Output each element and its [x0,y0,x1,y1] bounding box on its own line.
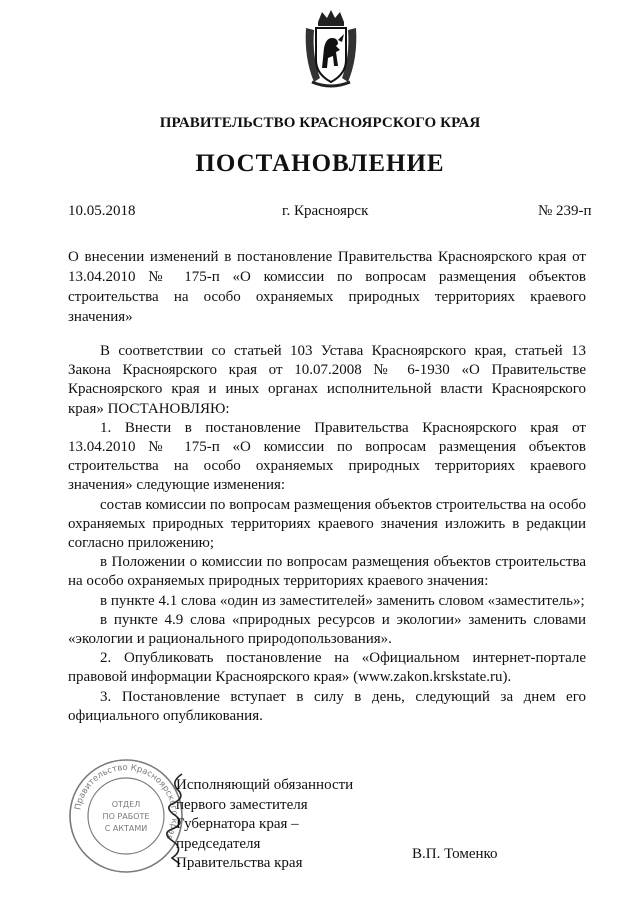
signature-title-line: председателя [176,835,261,852]
document-subject: О внесении изменений в постановление Правительства Красноярского края от 13.04.2010 № 175-п «О комиссии по вопросам размещения объектов строительства на особо охраняемых природных территориях краевого значения» [68,249,586,325]
signature-title-line: Исполняющий обязанности [176,777,354,793]
body-paragraph: 1. Внести в постановление Правительства Красноярского края от 13.04.2010 № 175-п «О комиссии по вопросам размещения объектов строительства на особо охраняемых природных территориях краевого значения» следующие изменения: [68,419,586,494]
stamp-ring-text: Правительство Красноярского края [73,762,180,842]
body-paragraph: состав комиссии по вопросам размещения объектов строительства на особо охраняемых природных территориях краевого значения изложить в редакции согласно приложению; [68,496,586,552]
stamp-center-line: С АКТАМИ [104,824,148,833]
stamp-center-line: ОТДЕЛ [111,800,141,809]
signature-title-line: первого заместителя [176,796,308,813]
signature-title-line: Правительства края [176,855,303,871]
body-paragraph: 3. Постановление вступает в силу в день, следующий за днем его официального опубликования. [68,688,586,724]
signature-title-line: Губернатора края – [176,816,299,832]
body-paragraph: в Положении о комиссии по вопросам размещения объектов строительства на особо охраняемых природных территориях краевого значения: [68,554,586,590]
stamp-center-line: ПО РАБОТЕ [102,812,150,821]
organization-title: ПРАВИТЕЛЬСТВО КРАСНОЯРСКОГО КРАЯ [159,115,481,131]
document-body [68,342,586,726]
document-city: г. Красноярск [282,203,369,219]
document-number: № 239-п [538,203,592,219]
krasnoyarsk-coat-of-arms-icon [300,8,362,88]
body-paragraph: в пункте 4.9 слова «природных ресурсов и экологии» заменить словами «экологии и рационального природопользования». [68,611,586,648]
signatory-name: В.П. Томенко [412,846,498,862]
document-type-title: ПОСТАНОВЛЕНИЕ [195,150,445,177]
body-paragraph: В соответствии со статьей 103 Устава Красноярского края, статьей 13 Закона Красноярского края от 10.07.2008 № 6-1930 «О Правительстве Красноярского края и иных органах исполнительной власти Красноярского края» ПОСТАНОВЛЯЮ: [68,343,586,417]
document-date: 10.05.2018 [68,203,136,219]
body-paragraph: в пункте 4.1 слова «один из заместителей» заменить словом «заместитель»; [100,592,585,609]
body-paragraph: 2. Опубликовать постановление на «Официальном интернет-портале правовой информации Красноярского края» (www.zakon.krskstate.ru). [68,650,586,686]
signature-block [176,776,353,874]
